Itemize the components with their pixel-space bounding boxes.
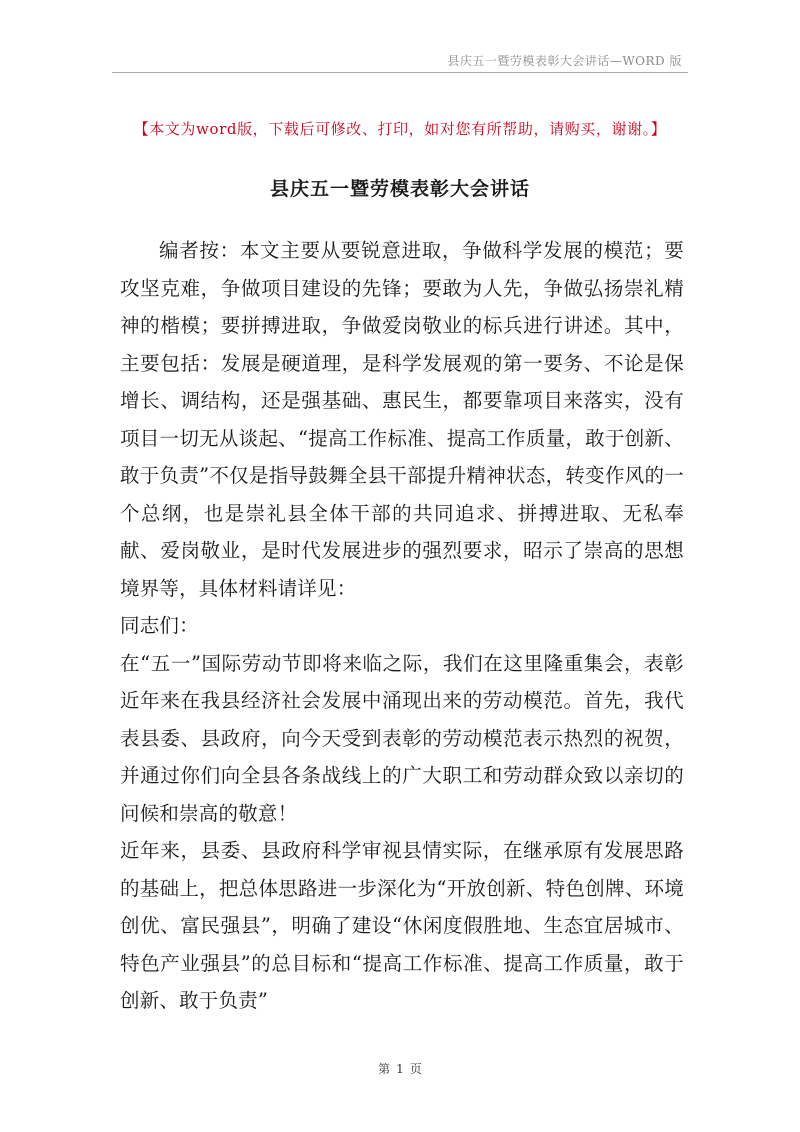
- page-prefix: 第: [378, 1062, 391, 1076]
- document-title: 县庆五一暨劳模表彰大会讲话: [269, 178, 530, 200]
- body-paragraph: 在“五一”国际劳动节即将来临之际，我们在这里隆重集会，表彰近年来在我县经济社会发展中涌现出来的劳动模范。首先，我代表县委、县政府，向今天受到表彰的劳动模范表示热烈的祝贺，并通过你们向全县各条战线上的广大职工和劳动群众致以亲切的问候和崇高的敬意！: [120, 651, 684, 825]
- purchase-notice: 【本文为word版，下载后可修改、打印，如对您有所帮助，请购买，谢谢。】: [133, 120, 667, 138]
- editor-note-paragraph: 编者按：本文主要从要锐意进取，争做科学发展的模范；要攻坚克难，争做项目建设的先锋；要敢为人先，争做弘扬崇礼精神的楷模；要拼搏进取，争做爱岗敬业的标兵进行讲述。其中，主要包括：发展是硬道理，是科学发展观的第一要务、不论是保增长、调结构，还是强基础、惠民生，都要靠项目来落实，没有项目一切无从谈起、“提高工作标准、提高工作质量，敢于创新、敢于负责”不仅是指导鼓舞全县干部提升精神状态，转变作风的一个总纲，也是崇礼县全体干部的共同追求、拼搏进取、无私奉献、爱岗敬业，是时代发展进步的强烈要求，昭示了崇高的思想境界等，具体材料请详见：: [120, 239, 684, 600]
- document-body: [120, 232, 684, 1020]
- page-number: 1: [396, 1062, 404, 1076]
- salutation: 同志们：: [120, 614, 199, 637]
- header-divider: [112, 72, 688, 73]
- page-footer: [0, 1060, 800, 1077]
- page-suffix: 页: [409, 1062, 422, 1076]
- running-header: 县庆五一暨劳模表彰大会讲话—WORD 版: [447, 54, 682, 68]
- body-paragraph: 近年来，县委、县政府科学审视县情实际，在继承原有发展思路的基础上，把总体思路进一步深化为“开放创新、特色创牌、环境创优、富民强县”，明确了建设“休闲度假胜地、生态宜居城市、特色产业强县”的总目标和“提高工作标准、提高工作质量，敢于创新、敢于负责”: [120, 839, 684, 1012]
